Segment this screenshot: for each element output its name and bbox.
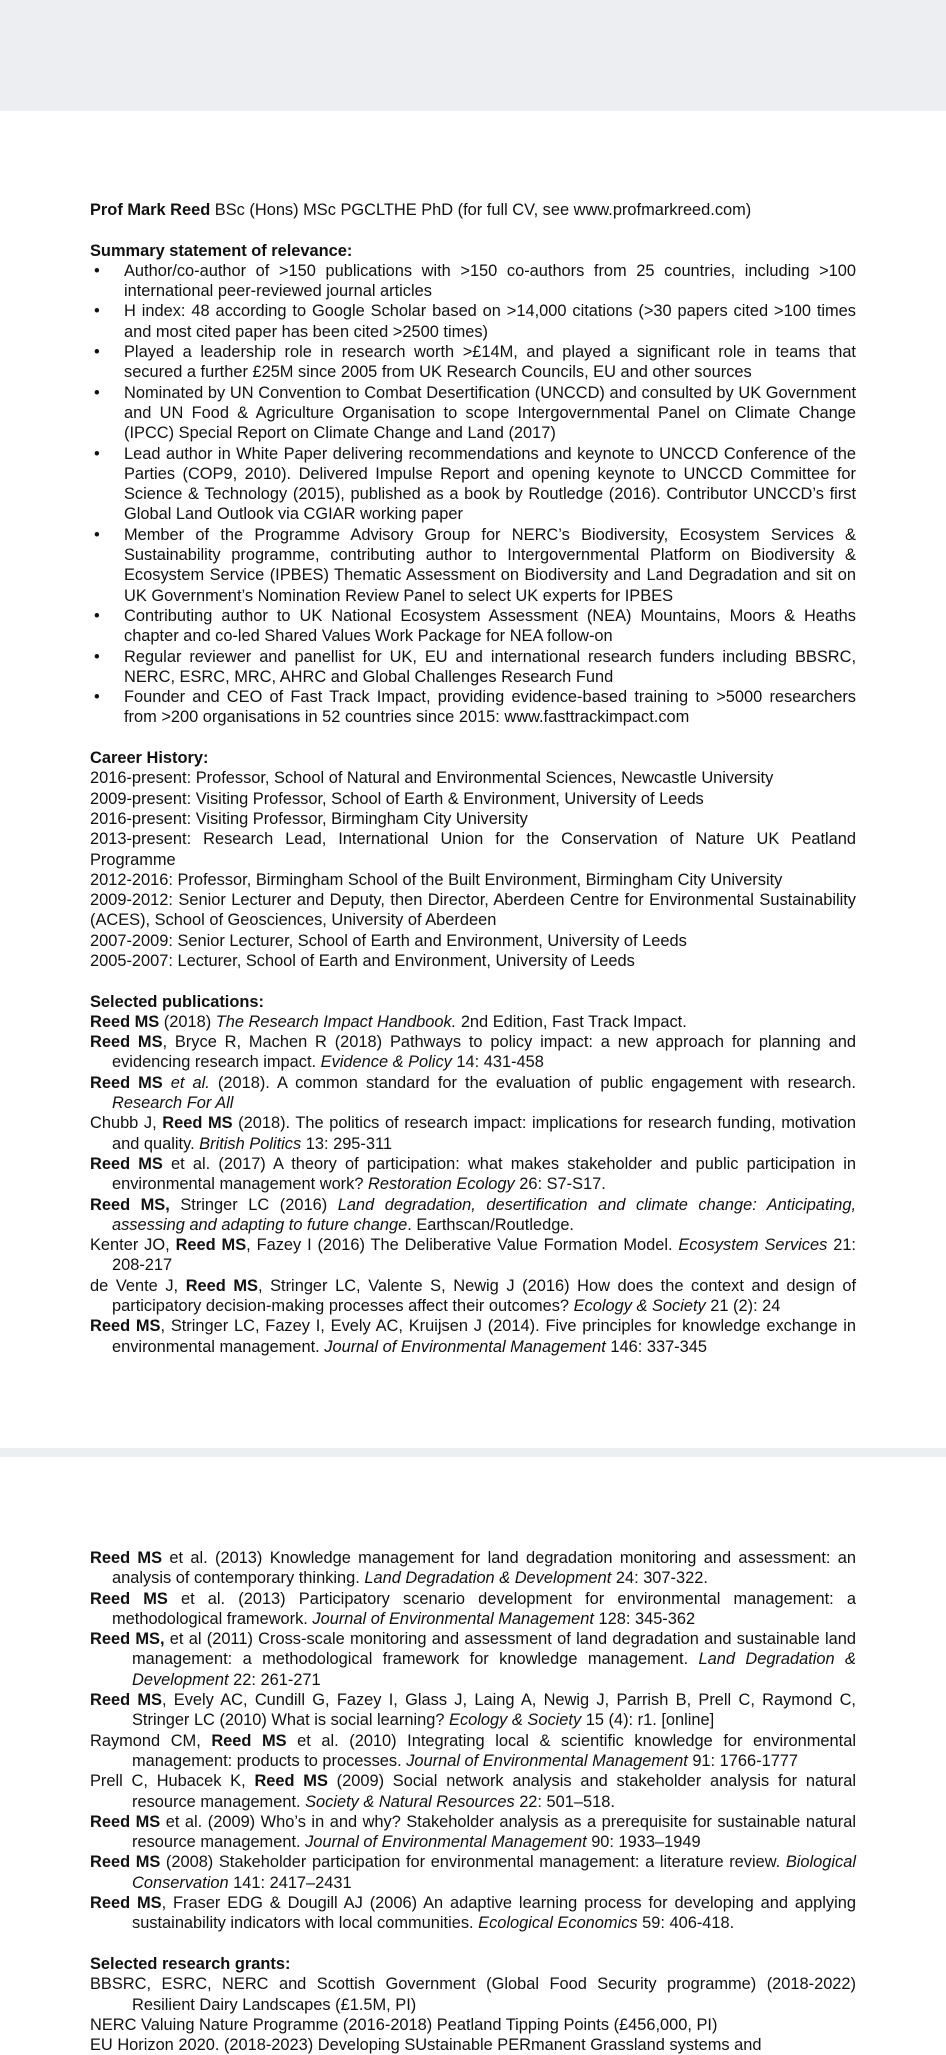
- list-item: • Founder and CEO of Fast Track Impact, providing evidence-based training to >5000 researchers from >200 organisations in 52 countries since 2015: www.fasttrackimpact.com: [90, 687, 856, 728]
- list-item: • Regular reviewer and panellist for UK, EU and international research funders including BBSRC, NERC, ESRC, MRC, AHRC and Global Challenges Research Fund: [90, 647, 856, 688]
- career-line: 2009-2012: Senior Lecturer and Deputy, then Director, Aberdeen Centre for Environmental Sustainability (ACES), School of Geosciences, University of Aberdeen: [90, 891, 856, 930]
- grant-line: EU Horizon 2020. (2018-2023) Developing SUstainable PERmanent Grassland systems and: [90, 2036, 762, 2055]
- career-line: 2007-2009: Senior Lecturer, School of Earth and Environment, University of Leeds: [90, 931, 687, 950]
- career-line: 2016-present: Professor, School of Natural and Environmental Sciences, Newcastle University: [90, 769, 774, 788]
- cv-page-1: [90, 200, 856, 1357]
- publications-heading: Selected publications:: [90, 992, 264, 1011]
- publication-entry: Reed MS, Stringer LC, Fazey I, Evely AC, Kruijsen J (2014). Five principles for knowledge exchange in environmental management. Journal of Environmental Management 146: 337-345: [90, 1317, 856, 1356]
- viewer-top-bar: [0, 0, 946, 111]
- grant-line: NERC Valuing Nature Programme (2016-2018) Peatland Tipping Points (£456,000, PI): [90, 2015, 718, 2034]
- career-line: 2005-2007: Lecturer, School of Earth and Environment, University of Leeds: [90, 951, 635, 970]
- summary-list: [90, 261, 856, 728]
- publication-entry: Reed MS, Bryce R, Machen R (2018) Pathways to policy impact: a new approach for planning and evidencing research impact. Evidence & Policy 14: 431-458: [90, 1033, 856, 1072]
- publication-entry: Kenter JO, Reed MS, Fazey I (2016) The Deliberative Value Formation Model. Ecosystem Services 21: 208-217: [90, 1236, 856, 1275]
- publication-entry: Reed MS et al. (2009) Who’s in and why? Stakeholder analysis as a prerequisite for sustainable natural resource management. Journal of Environmental Management 90: 1933–1949: [90, 1812, 856, 1852]
- publication-entry: Raymond CM, Reed MS et al. (2010) Integrating local & scientific knowledge for environmental management: products to processes. Journal of Environmental Management 91: 1766-1777: [90, 1731, 856, 1770]
- publication-entry: Reed MS, Fraser EDG & Dougill AJ (2006) An adaptive learning process for developing and applying sustainability indicators with local communities. Ecological Economics 59: 406-418.: [90, 1894, 856, 1933]
- list-item: • Lead author in White Paper delivering recommendations and keynote to UNCCD Conference of the Parties (COP9, 2010). Delivered Impulse Report and opening keynote to UNCCD Committee for Science & Technology (2015), published as a book by Routledge (2016). Contributor UNCCD’s first Global Land Outlook via CGIAR working paper: [90, 444, 856, 525]
- publication-entry: Reed MS (2018) The Research Impact Handbook. 2nd Edition, Fast Track Impact.: [90, 1012, 687, 1031]
- publication-entry: Chubb J, Reed MS (2018). The politics of research impact: implications for research funding, motivation and quality. British Politics 13: 295-311: [90, 1114, 856, 1153]
- qualifications: BSc (Hons) MSc PGCLTHE PhD (for full CV, see www.profmarkreed.com): [210, 201, 752, 219]
- publication-entry: Reed MS, Stringer LC (2016) Land degradation, desertification and climate change: Anticipating, assessing and adapting to future change. Earthscan/Routledge.: [90, 1195, 856, 1234]
- publication-entry: Reed MS, Evely AC, Cundill G, Fazey I, Glass J, Laing A, Newig J, Parrish B, Prell C, Raymond C, Stringer LC (2010) What is social learning? Ecology & Society 15 (4): r1. [online]: [90, 1691, 856, 1730]
- career-line: 2016-present: Visiting Professor, Birmingham City University: [90, 809, 528, 828]
- career-heading: Career History:: [90, 749, 209, 768]
- author-name: Prof Mark Reed: [90, 201, 211, 219]
- list-item: • Played a leadership role in research worth >£14M, and played a significant role in teams that secured a further £25M since 2005 from UK Research Councils, EU and other sources: [90, 342, 856, 383]
- list-item: • Nominated by UN Convention to Combat Desertification (UNCCD) and consulted by UK Government and UN Food & Agriculture Organisation to scope Intergovernmental Panel on Climate Change (IPCC) Special Report on Climate Change and Land (2017): [90, 383, 856, 444]
- career-line: 2013-present: Research Lead, International Union for the Conservation of Nature UK Peatland Programme: [90, 830, 856, 869]
- publication-entry: Reed MS et al. (2018). A common standard for the evaluation of public engagement with research. Research For All: [90, 1073, 856, 1113]
- publication-entry: Reed MS et al. (2013) Participatory scenario development for environmental management: a methodological framework. Journal of Environmental Management 128: 345-362: [90, 1589, 856, 1628]
- career-line: 2012-2016: Professor, Birmingham School of the Built Environment, Birmingham City University: [90, 870, 783, 889]
- list-item: • Author/co-author of >150 publications with >150 co-authors from 25 countries, including >100 international peer-reviewed journal articles: [90, 261, 856, 302]
- grants-heading: Selected research grants:: [90, 1954, 291, 1973]
- publication-entry: de Vente J, Reed MS, Stringer LC, Valente S, Newig J (2016) How does the context and design of participatory decision-making processes affect their outcomes? Ecology & Society 21 (2): 24: [90, 1276, 856, 1316]
- publication-entry: Prell C, Hubacek K, Reed MS (2009) Social network analysis and stakeholder analysis for natural resource management. Society & Natural Resources 22: 501–518.: [90, 1772, 856, 1811]
- summary-heading: Summary statement of relevance:: [90, 241, 353, 260]
- publication-entry: Reed MS (2008) Stakeholder participation for environmental management: a literature review. Biological Conservation 141: 2417–2431: [90, 1853, 856, 1892]
- publication-entry: Reed MS et al. (2017) A theory of participation: what makes stakeholder and public participation in environmental management work? Restoration Ecology 26: S7-S17.: [90, 1154, 856, 1194]
- page-break: [0, 1448, 946, 1457]
- list-item: • Member of the Programme Advisory Group for NERC’s Biodiversity, Ecosystem Services & Sustainability programme, contributing author to Intergovernmental Platform on Biodiversity & Ecosystem Service (IPBES) Thematic Assessment on Biodiversity and Land Degradation and sit on UK Government’s Nomination Review Panel to select UK experts for IPBES: [90, 525, 856, 606]
- cv-header: [90, 200, 856, 220]
- career-line: 2009-present: Visiting Professor, School of Earth & Environment, University of Leeds: [90, 789, 704, 808]
- list-item: • H index: 48 according to Google Scholar based on >14,000 citations (>30 papers cited >100 times and most cited paper has been cited >2500 times): [90, 301, 856, 342]
- publication-entry: Reed MS, et al (2011) Cross-scale monitoring and assessment of land degradation and sustainable land management: a methodological framework for knowledge management. Land Degradation & Development 22: 261-271: [90, 1630, 856, 1689]
- cv-page-2: [90, 1548, 856, 2055]
- publication-entry: Reed MS et al. (2013) Knowledge management for land degradation monitoring and assessment: an analysis of contemporary thinking. Land Degradation & Development 24: 307-322.: [90, 1549, 856, 1588]
- grant-line: BBSRC, ESRC, NERC and Scottish Government (Global Food Security programme) (2018-2022) Resilient Dairy Landscapes (£1.5M, PI): [90, 1975, 856, 2014]
- list-item: • Contributing author to UK National Ecosystem Assessment (NEA) Mountains, Moors & Heaths chapter and co-led Shared Values Work Package for NEA follow-on: [90, 606, 856, 647]
